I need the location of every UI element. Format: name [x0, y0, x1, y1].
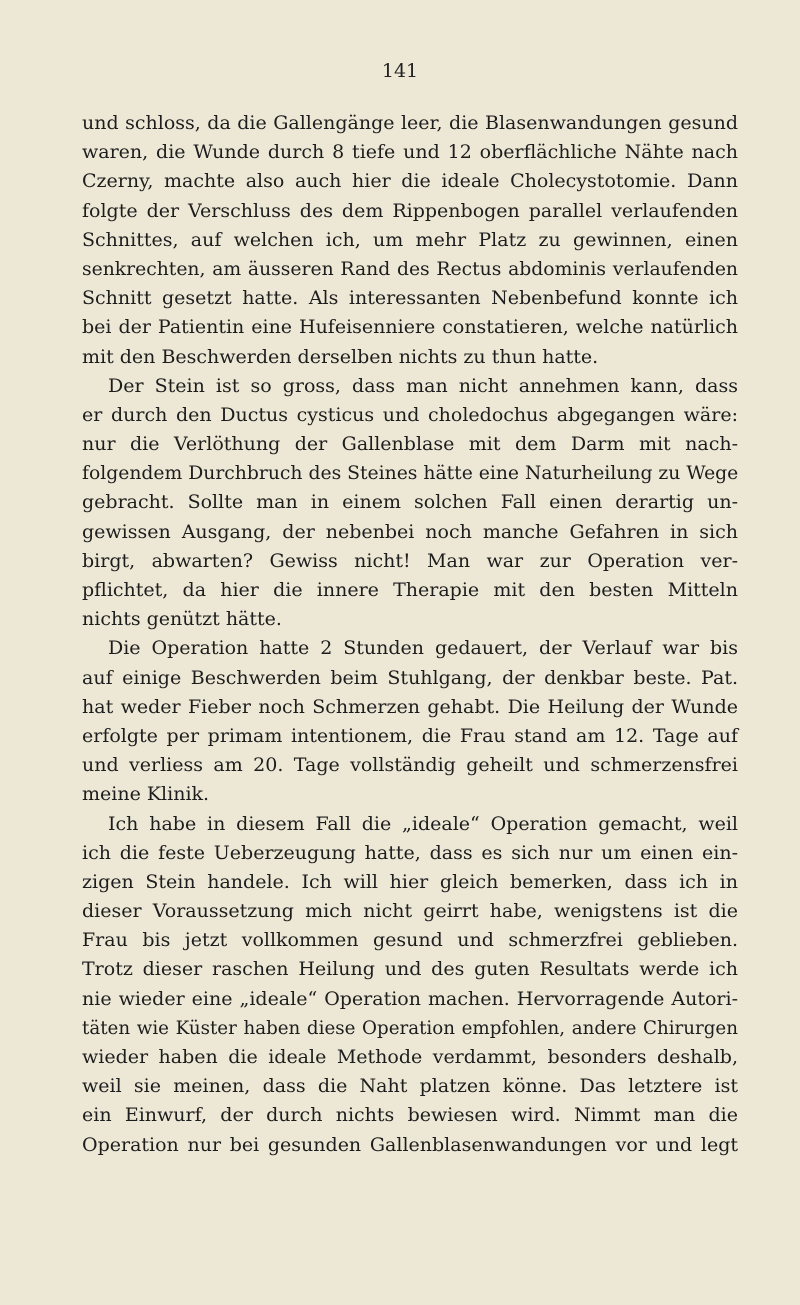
text-line: nur die Verlöthung der Gallenblase mit dem Darm mit nach-: [82, 433, 738, 456]
text-line: weil sie meinen, dass die Naht platzen könne. Das letztere ist: [82, 1075, 738, 1098]
text-line: meine Klinik.: [82, 783, 210, 806]
text-line: ein Einwurf, der durch nichts bewiesen wird. Nimmt man die: [82, 1104, 738, 1127]
text-line: Der Stein ist so gross, dass man nicht annehmen kann, dass: [108, 374, 738, 397]
text-line: waren, die Wunde durch 8 tiefe und 12 oberflächliche Nähte nach: [82, 141, 738, 164]
text-line: nie wieder eine „ideale“ Operation machen. Hervorragende Autori-: [82, 987, 738, 1010]
text-line: birgt, abwarten? Gewiss nicht! Man war zur Operation ver-: [82, 549, 738, 572]
text-line: gebracht. Sollte man in einem solchen Fall einen derartig un-: [82, 491, 738, 514]
text-line: mit den Beschwerden derselben nichts zu thun hatte.: [82, 345, 599, 368]
text-line: senkrechten, am äusseren Rand des Rectus abdominis verlaufenden: [82, 258, 738, 280]
text-line: Schnitt gesetzt hatte. Als interessanten Nebenbefund konnte ich: [82, 287, 738, 310]
text-line: folgte der Verschluss des dem Rippenbogen parallel verlaufenden: [82, 199, 738, 222]
text-line: Frau bis jetzt vollkommen gesund und schmerzfrei geblieben.: [82, 929, 738, 952]
text-line: Trotz dieser raschen Heilung und des guten Resultats werde ich: [82, 958, 738, 981]
text-line: zigen Stein handele. Ich will hier gleich bemerken, dass ich in: [82, 870, 738, 893]
page-number: 141: [381, 60, 419, 82]
text-line: Schnittes, auf welchen ich, um mehr Platz zu gewinnen, einen: [82, 228, 738, 251]
text-line: Operation nur bei gesunden Gallenblasenwandungen vor und legt: [82, 1133, 738, 1156]
text-line: pflichtet, da hier die innere Therapie mit den besten Mitteln: [82, 579, 738, 601]
text-line: wieder haben die ideale Methode verdammt, besonders deshalb,: [82, 1046, 738, 1068]
text-line: folgendem Durchbruch des Steines hätte eine Naturheilung zu Wege: [82, 463, 739, 485]
text-line: gewissen Ausgang, der nebenbei noch manche Gefahren in sich: [82, 520, 738, 543]
text-line: ich die feste Ueberzeugung hatte, dass es sich nur um einen ein-: [82, 841, 738, 864]
text-line: auf einige Beschwerden beim Stuhlgang, der denkbar beste. Pat.: [82, 666, 738, 689]
text-line: und schloss, da die Gallengänge leer, die Blasenwandungen gesund: [82, 112, 738, 134]
text-line: erfolgte per primam intentionem, die Frau stand am 12. Tage auf: [82, 724, 738, 747]
text-line: und verliess am 20. Tage vollständig geheilt und schmerzensfrei: [82, 754, 738, 777]
text-line: dieser Voraussetzung mich nicht geirrt habe, wenigstens ist die: [82, 900, 738, 923]
text-line: nichts genützt hätte.: [82, 608, 282, 631]
text-line: er durch den Ductus cysticus und choledochus abgegangen wäre:: [82, 403, 738, 426]
text-line: hat weder Fieber noch Schmerzen gehabt. Die Heilung der Wunde: [82, 695, 738, 718]
text-line: Ich habe in diesem Fall die „ideale“ Operation gemacht, weil: [108, 812, 738, 835]
text-line: täten wie Küster haben diese Operation empfohlen, andere Chirurgen: [82, 1017, 738, 1039]
text-line: Die Operation hatte 2 Stunden gedauert, der Verlauf war bis: [108, 637, 738, 660]
body-text: [82, 109, 738, 1160]
text-line: Czerny, machte also auch hier die ideale Cholecystotomie. Dann: [82, 170, 738, 193]
text-line: bei der Patientin eine Hufeisenniere constatieren, welche natürlich: [82, 316, 738, 339]
